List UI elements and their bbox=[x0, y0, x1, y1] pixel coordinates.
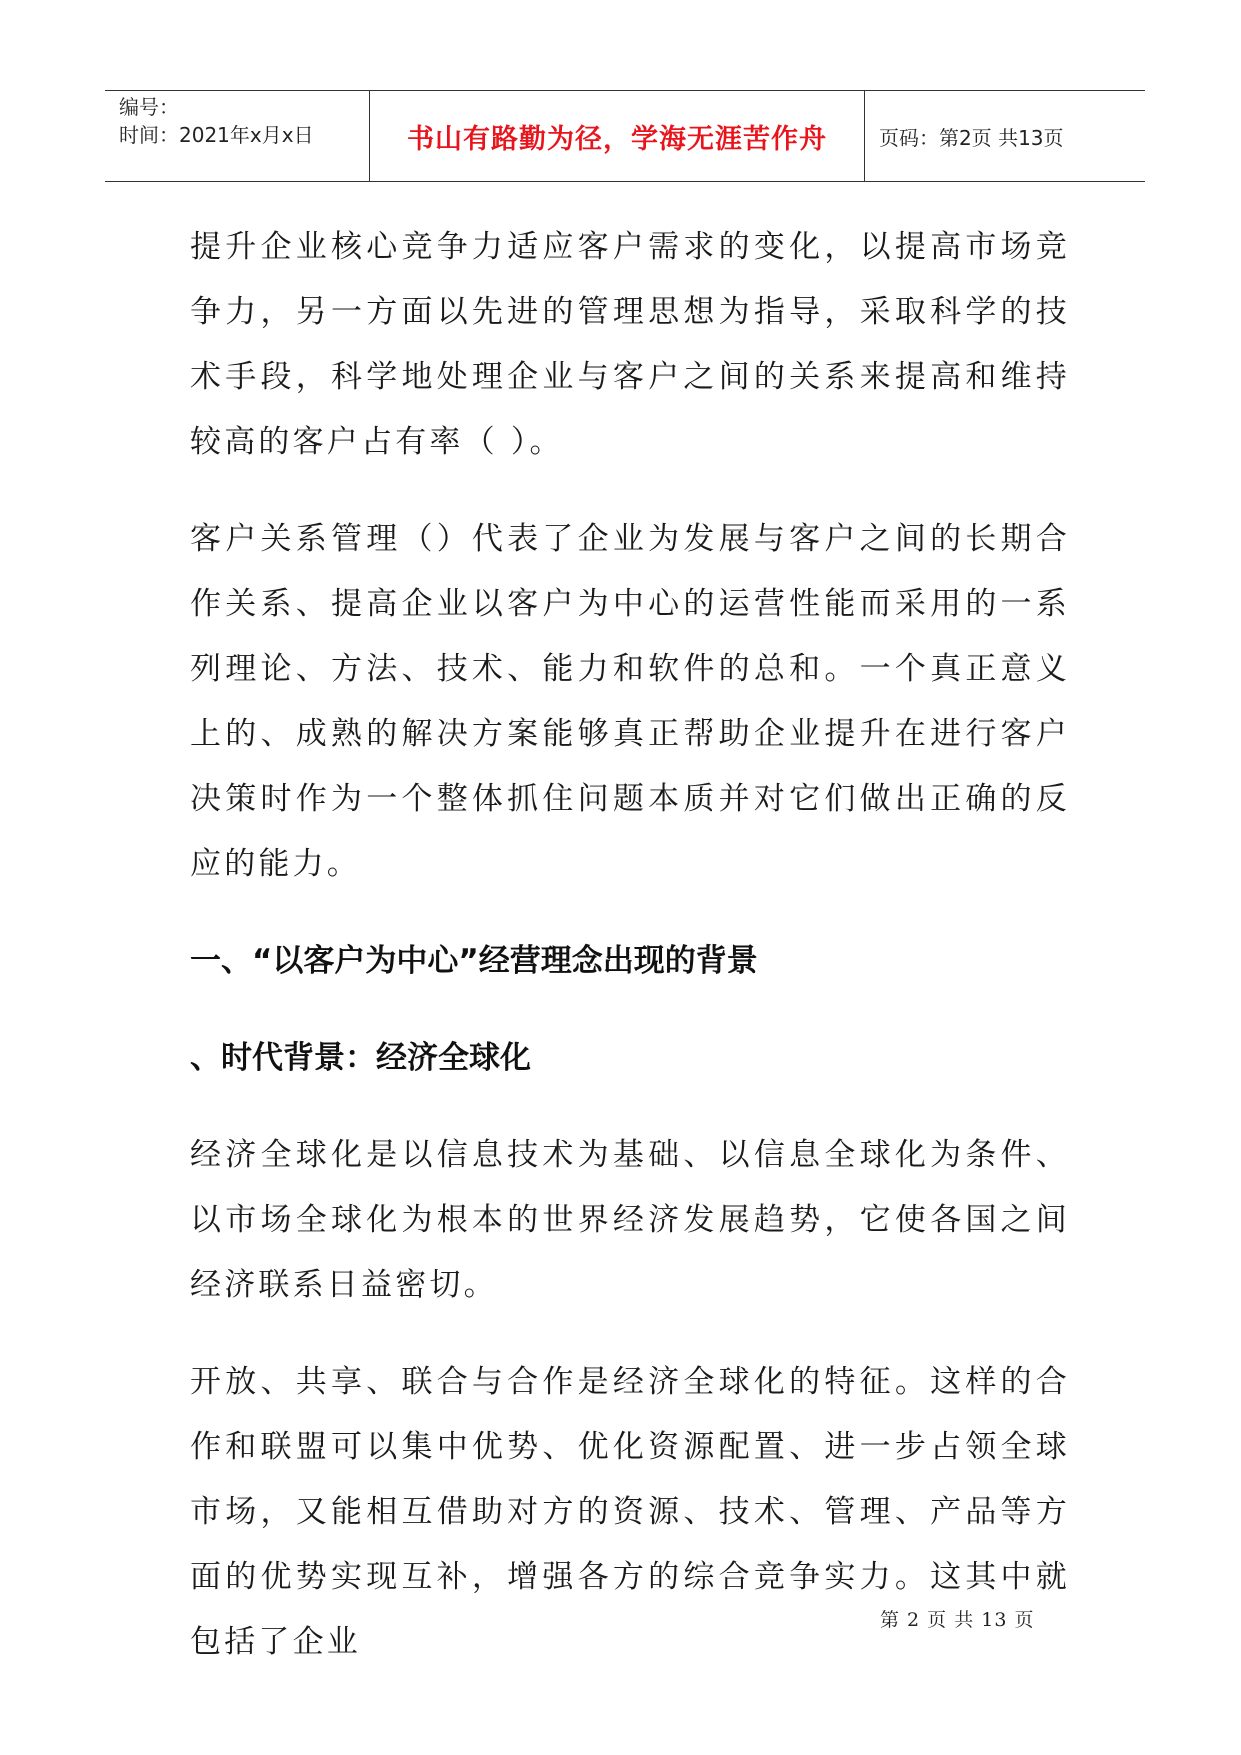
paragraph: 客户关系管理（）代表了企业为发展与客户之间的长期合作关系、提高企业以客户为中心的运营性能而采用的一系列理论、方法、技术、能力和软件的总和。一个真正意义上的、成熟的解决方案能够真正帮助企业提升在进行客户决策时作为一个整体抓住问题本质并对它们做出正确的反应的能力。 bbox=[190, 521, 1070, 882]
header-meta bbox=[105, 91, 370, 181]
page-footer bbox=[880, 1605, 1140, 1632]
header-page-info bbox=[865, 91, 1145, 181]
motto-text: 书山有路勤为径，学海无涯苦作舟 bbox=[407, 123, 827, 155]
paragraph: 经济全球化是以信息技术为基础、以信息全球化为条件、以市场全球化为根本的世界经济发展趋势，它使各国之间经济联系日益密切。 bbox=[190, 1137, 1070, 1303]
header-motto bbox=[370, 91, 865, 181]
document-body bbox=[190, 215, 1070, 1707]
footer-page-number: 第 2 页 共 13 页 bbox=[880, 1609, 1035, 1631]
document-number-label: 编号： bbox=[119, 95, 179, 119]
page-header bbox=[105, 90, 1145, 182]
paragraph: 开放、共享、联合与合作是经济全球化的特征。这样的合作和联盟可以集中优势、优化资源配置、进一步占领全球市场，又能相互借助对方的资源、技术、管理、产品等方面的优势实现互补，增强各方的综合竞争实力。这其中就包括了企业 bbox=[190, 1364, 1070, 1660]
section-heading: 一、“以客户为中心”经营理念出现的背景 bbox=[190, 943, 758, 979]
subsection-heading: 、时代背景：经济全球化 bbox=[190, 1040, 531, 1076]
paragraph: 提升企业核心竞争力适应客户需求的变化，以提高市场竞争力，另一方面以先进的管理思想为指导，采取科学的技术手段，科学地处理企业与客户之间的关系来提高和维持较高的客户占有率（ ）。 bbox=[190, 229, 1070, 460]
header-page-number: 页码：第2页 共13页 bbox=[879, 125, 1064, 150]
document-date: 时间：2021年x月x日 bbox=[119, 123, 314, 147]
